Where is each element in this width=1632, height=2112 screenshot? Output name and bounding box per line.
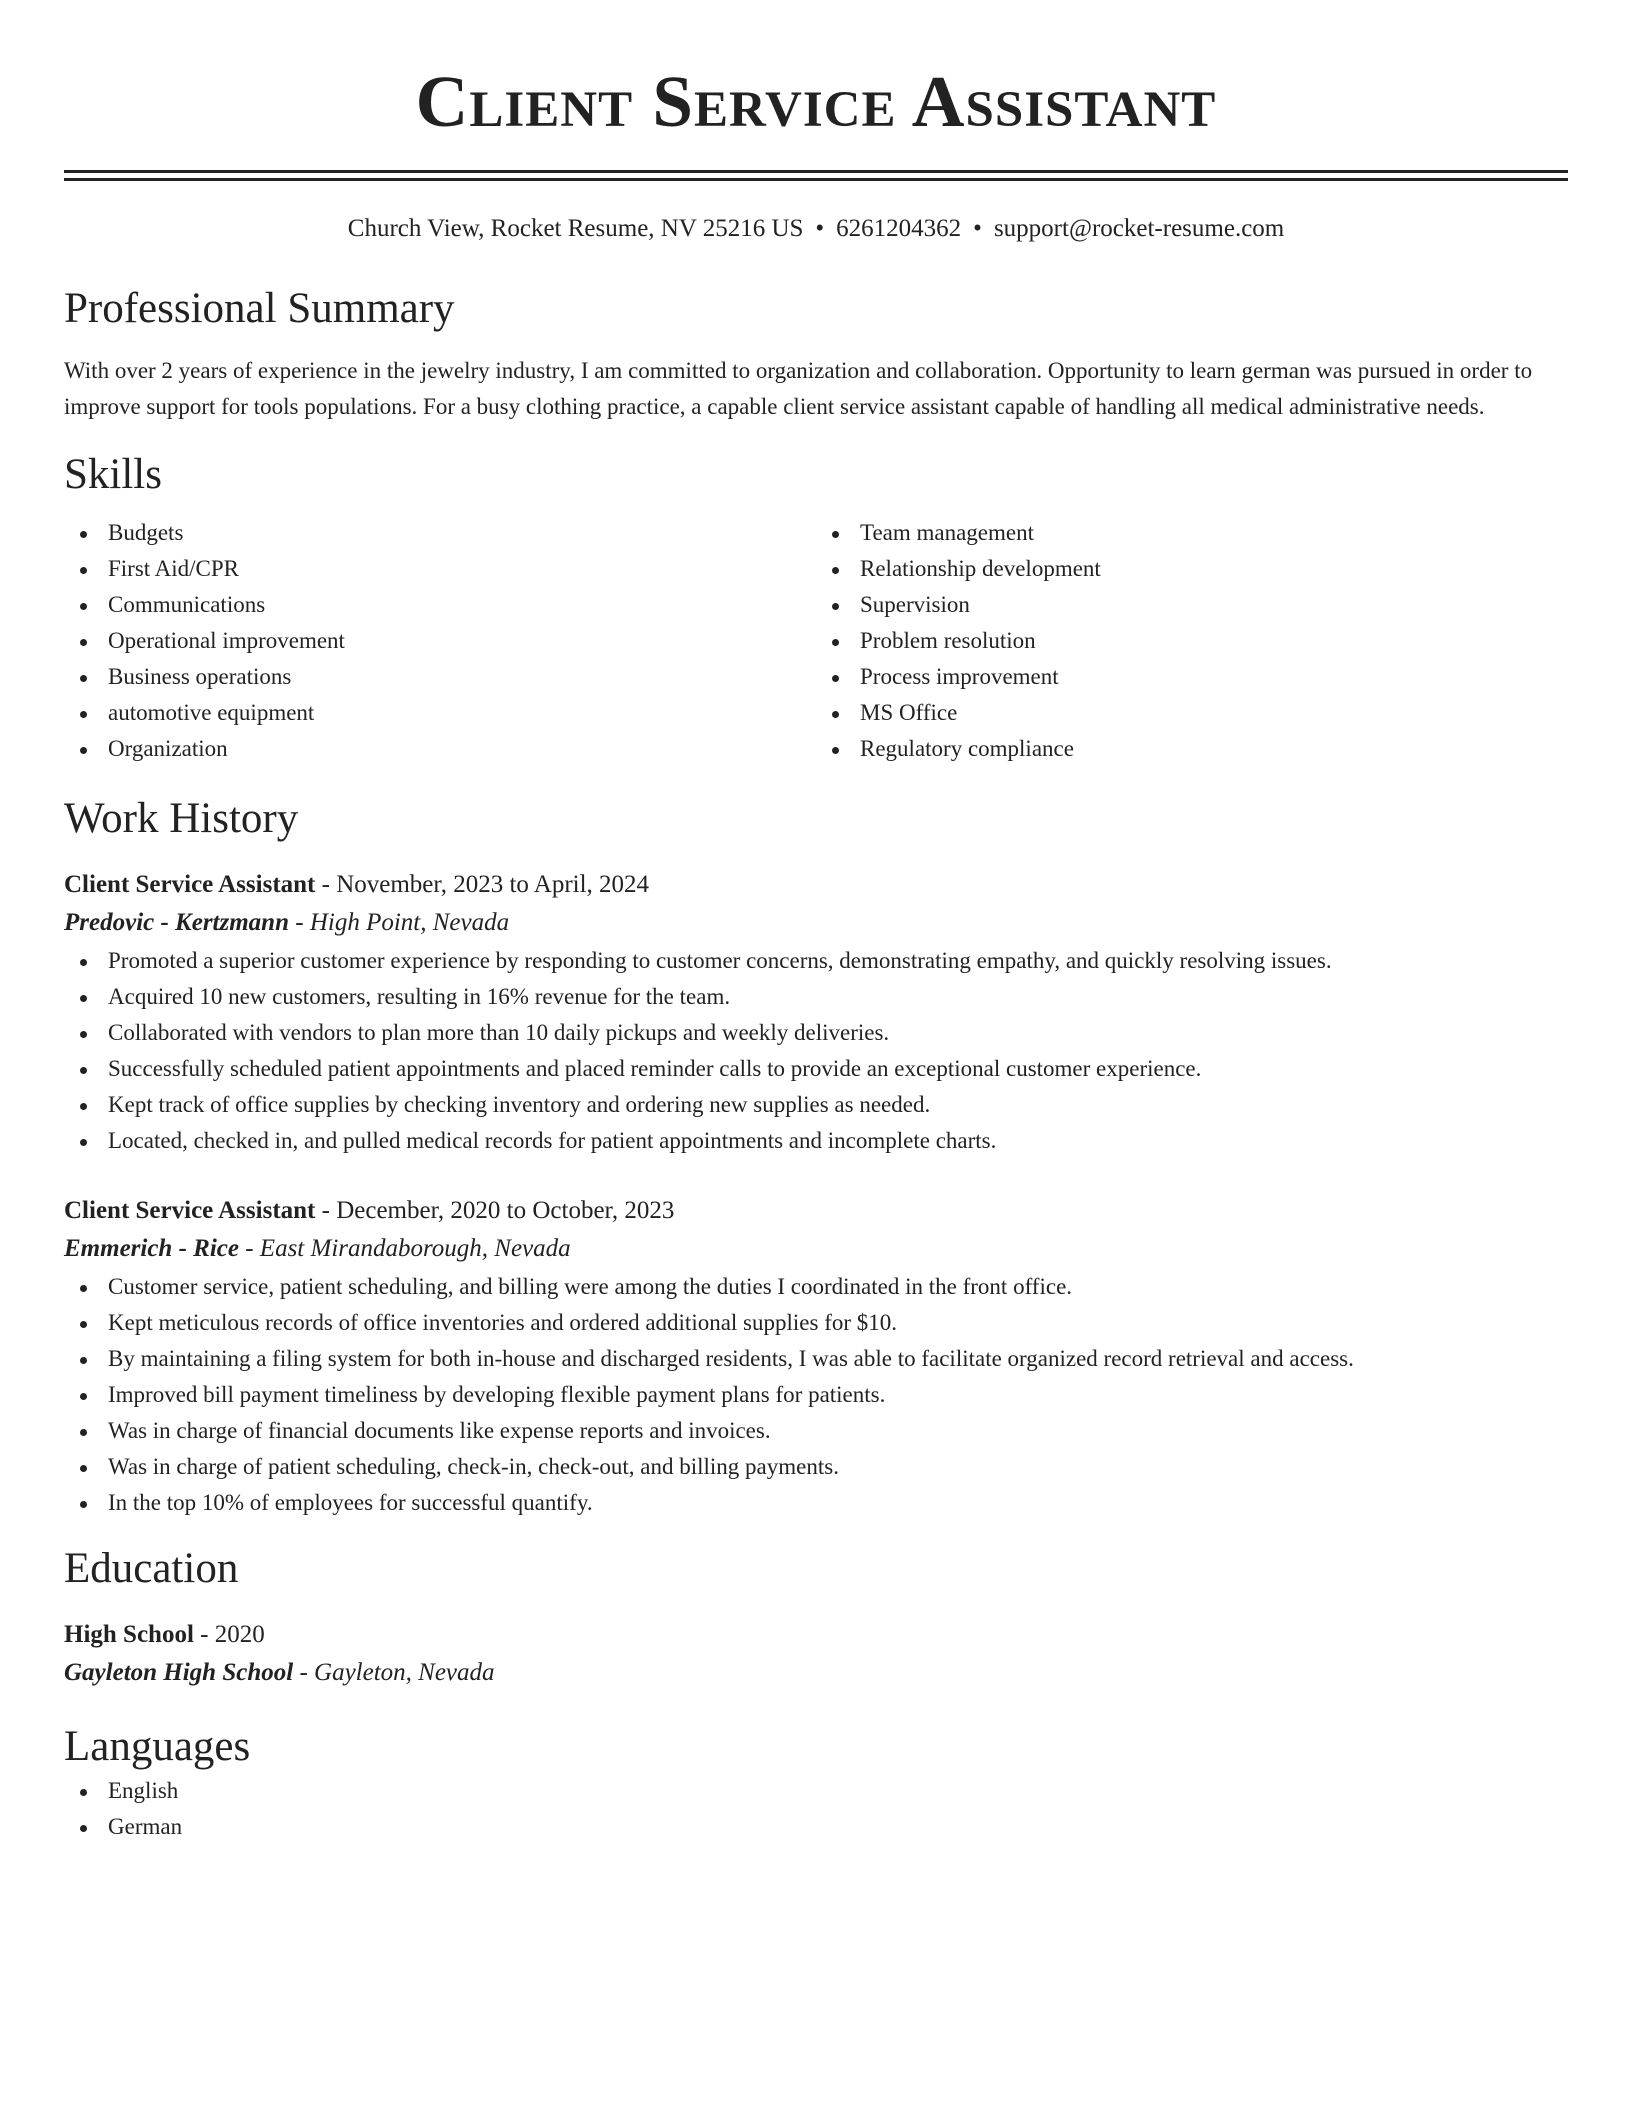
skill-item: First Aid/CPR (64, 551, 816, 587)
contact-line (64, 213, 1568, 245)
skill-item: Budgets (64, 515, 816, 551)
job-company-line (64, 1229, 1568, 1269)
job-bullets (64, 943, 1568, 1159)
job-bullet: Was in charge of financial documents like expense reports and invoices. (64, 1413, 1568, 1449)
skill-item: MS Office (816, 695, 1568, 731)
job-bullet: Located, checked in, and pulled medical records for patient appointments and incomplete charts. (64, 1123, 1568, 1159)
language-item: German (64, 1809, 1568, 1845)
job-bullet: Customer service, patient scheduling, and billing were among the duties I coordinated in the front office. (64, 1269, 1568, 1305)
education-degree: High School (64, 1621, 194, 1648)
job-company-line (64, 903, 1568, 943)
job-location: - East Mirandaborough, Nevada (238, 1235, 571, 1262)
education-school: Gayleton High School (64, 1659, 294, 1686)
job-bullet: Successfully scheduled patient appointments and placed reminder calls to provide an exceptional customer experience. (64, 1051, 1568, 1087)
job-entry (64, 867, 1568, 1159)
job-dates: - December, 2020 to October, 2023 (315, 1197, 675, 1224)
job-company: Predovic - Kertzmann (64, 909, 289, 936)
skill-item: Relationship development (816, 551, 1568, 587)
job-title-line (64, 867, 1568, 903)
skill-item: Operational improvement (64, 623, 816, 659)
education-heading: Education (64, 1545, 239, 1592)
summary-text: With over 2 years of experience in the jewelry industry, I am committed to organization and collaboration. Opportunity to learn german was pursued in order to improve support for tools populations. For a busy clothing practice, a capable client service assistant capable of handling all medical administrative needs. (64, 358, 1533, 419)
skills-columns (64, 515, 1568, 767)
job-bullet: Acquired 10 new customers, resulting in 16% revenue for the team. (64, 979, 1568, 1015)
job-company: Emmerich - Rice (64, 1235, 239, 1262)
work-history-heading: Work History (64, 795, 299, 842)
header-divider (64, 170, 1568, 181)
skill-item: Regulatory compliance (816, 731, 1568, 767)
job-role: Client Service Assistant (64, 1197, 316, 1224)
job-entry (64, 1193, 1568, 1521)
contact-email: support@rocket-resume.com (993, 215, 1285, 242)
contact-separator: • (815, 215, 825, 242)
job-dates: - November, 2023 to April, 2024 (315, 871, 650, 898)
skill-item: Organization (64, 731, 816, 767)
skills-list-right (816, 515, 1568, 767)
education-location: - Gayleton, Nevada (293, 1659, 495, 1686)
summary-heading: Professional Summary (64, 285, 455, 332)
skill-item: Process improvement (816, 659, 1568, 695)
skill-item: Team management (816, 515, 1568, 551)
job-bullet: Collaborated with vendors to plan more than 10 daily pickups and weekly deliveries. (64, 1015, 1568, 1051)
skill-item: automotive equipment (64, 695, 816, 731)
job-bullet: Kept meticulous records of office inventories and ordered additional supplies for $10. (64, 1305, 1568, 1341)
job-bullet: By maintaining a filing system for both in-house and discharged residents, I was able to facilitate organized record retrieval and access. (64, 1341, 1568, 1377)
skill-item: Supervision (816, 587, 1568, 623)
contact-phone: 6261204362 (836, 215, 962, 242)
skills-heading: Skills (64, 451, 162, 498)
contact-address: Church View, Rocket Resume, NV 25216 US (347, 215, 804, 242)
job-title-line (64, 1193, 1568, 1229)
education-school-line (64, 1653, 1568, 1693)
education-year: - 2020 (193, 1621, 265, 1648)
contact-separator: • (973, 215, 982, 242)
skills-list-left (64, 515, 816, 767)
job-bullet: Improved bill payment timeliness by developing flexible payment plans for patients. (64, 1377, 1568, 1413)
languages-heading: Languages (64, 1723, 251, 1770)
job-location: - High Point, Nevada (289, 909, 510, 936)
job-bullets (64, 1269, 1568, 1521)
job-bullet: Was in charge of patient scheduling, check-in, check-out, and billing payments. (64, 1449, 1568, 1485)
skill-item: Communications (64, 587, 816, 623)
job-bullet: Promoted a superior customer experience by responding to customer concerns, demonstrating empathy, and quickly resolving issues. (64, 943, 1568, 979)
skill-item: Business operations (64, 659, 816, 695)
job-bullet: In the top 10% of employees for successful quantify. (64, 1485, 1568, 1521)
languages-list (64, 1773, 1568, 1845)
skill-item: Problem resolution (816, 623, 1568, 659)
job-bullet: Kept track of office supplies by checking inventory and ordering new supplies as needed. (64, 1087, 1568, 1123)
education-degree-line (64, 1617, 1568, 1653)
job-role: Client Service Assistant (64, 871, 316, 898)
language-item: English (64, 1773, 1568, 1809)
resume-name: Client Service Assistant (415, 61, 1217, 142)
